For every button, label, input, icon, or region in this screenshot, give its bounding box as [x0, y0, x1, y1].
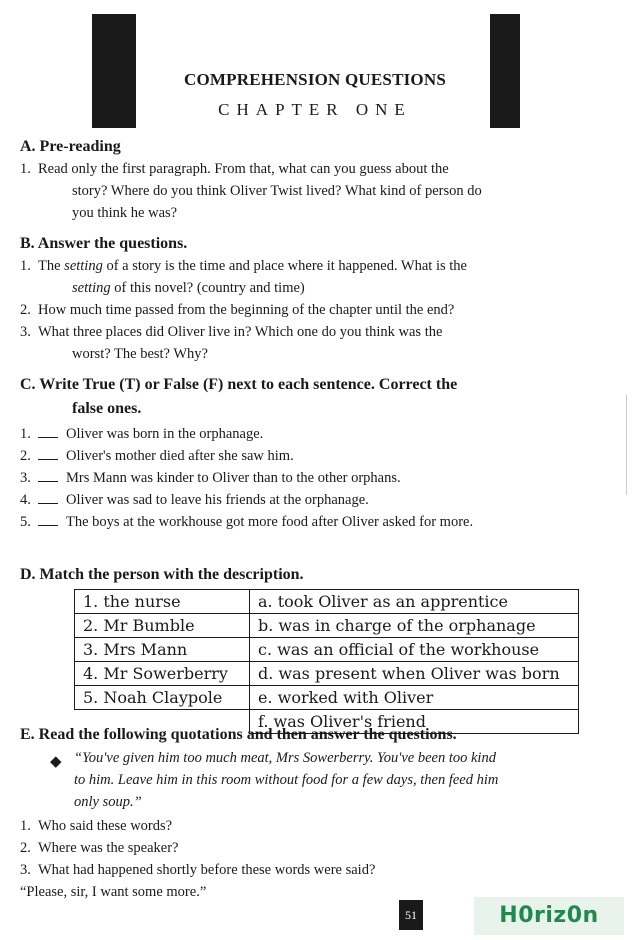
table-row: [75, 686, 579, 710]
diamond-bullet-icon: ◆: [50, 754, 62, 770]
table-row: [75, 662, 579, 686]
page-number: 51: [399, 900, 423, 930]
question-text: How much time passed from the beginning of the chapter until the end?: [38, 302, 455, 318]
quotation-line: to him. Leave him in this room without food for a few days, then feed him: [74, 772, 499, 788]
question-number: 1.: [20, 161, 31, 177]
question-number: 2.: [20, 840, 31, 856]
true-false-item: 2. Oliver's mother died after she saw him.: [20, 448, 294, 464]
person-cell: 1. the nurse: [75, 590, 250, 614]
description-cell: c. was an official of the workhouse: [250, 638, 579, 662]
question-number: 2.: [20, 302, 31, 318]
quotation-line: “You've given him too much meat, Mrs Sowerberry. You've been too kind: [74, 750, 496, 766]
answer-blank[interactable]: [38, 446, 58, 460]
decorative-bar-left: [92, 14, 136, 128]
answer-blank[interactable]: [38, 512, 58, 526]
chapter-subtitle: CHAPTER ONE: [218, 100, 412, 119]
answer-blank[interactable]: [38, 424, 58, 438]
person-cell: 4. Mr Sowerberry: [75, 662, 250, 686]
answer-blank[interactable]: [38, 468, 58, 482]
table-row: [75, 638, 579, 662]
section-e-heading: E. Read the following quotations and then answer the questions.: [20, 726, 457, 743]
true-false-item: 4. Oliver was sad to leave his friends at the orphanage.: [20, 492, 369, 508]
true-false-item: 5. The boys at the workhouse got more food after Oliver asked for more.: [20, 514, 474, 530]
question-number: 3.: [20, 862, 31, 878]
section-d-heading: D. Match the person with the description.: [20, 566, 304, 583]
question-number: 3.: [20, 324, 31, 340]
question-number: 1.: [20, 258, 31, 274]
section-a-heading: A. Pre-reading: [20, 138, 121, 155]
description-cell: a. took Oliver as an apprentice: [250, 590, 579, 614]
page-edge-divider: [626, 395, 627, 495]
table-row: [75, 590, 579, 614]
next-quotation: “Please, sir, I want some more.”: [20, 884, 207, 900]
quotation-line: only soup.”: [74, 794, 142, 810]
page-title: COMPREHENSION QUESTIONS: [183, 70, 446, 89]
section-b-heading: B. Answer the questions.: [20, 235, 188, 252]
question-number: 1.: [20, 818, 31, 834]
person-cell: 2. Mr Bumble: [75, 614, 250, 638]
question-text: you think he was?: [72, 205, 178, 221]
true-false-item: 3. Mrs Mann was kinder to Oliver than to the other orphans.: [20, 470, 401, 486]
question-text: worst? The best? Why?: [72, 346, 208, 362]
description-cell: b. was in charge of the orphanage: [250, 614, 579, 638]
true-false-item: 1. Oliver was born in the orphanage.: [20, 426, 264, 442]
person-cell: 5. Noah Claypole: [75, 686, 250, 710]
question-text: What three places did Oliver live in? Which one do you think was the: [38, 324, 443, 340]
description-cell: d. was present when Oliver was born: [250, 662, 579, 686]
section-c-heading: C. Write True (T) or False (F) next to each sentence. Correct the: [20, 376, 458, 393]
question-text: setting of this novel? (country and time): [72, 280, 305, 296]
decorative-bar-right: [490, 14, 520, 128]
matching-table: [74, 589, 579, 734]
answer-blank[interactable]: [38, 490, 58, 504]
question-text: story? Where do you think Oliver Twist lived? What kind of person do: [72, 183, 482, 199]
publisher-logo: H0riz0n: [474, 897, 624, 935]
person-cell: 3. Mrs Mann: [75, 638, 250, 662]
question-text: The setting of a story is the time and place where it happened. What is the: [38, 258, 467, 274]
question-text: What had happened shortly before these words were said?: [38, 862, 376, 878]
question-text: Where was the speaker?: [38, 840, 179, 856]
table-row: [75, 614, 579, 638]
section-c-heading-cont: false ones.: [72, 400, 142, 417]
question-text: Read only the first paragraph. From that, what can you guess about the: [38, 161, 449, 177]
description-cell: f. was Oliver's friend: [250, 710, 579, 734]
question-text: Who said these words?: [38, 818, 173, 834]
description-cell: e. worked with Oliver: [250, 686, 579, 710]
